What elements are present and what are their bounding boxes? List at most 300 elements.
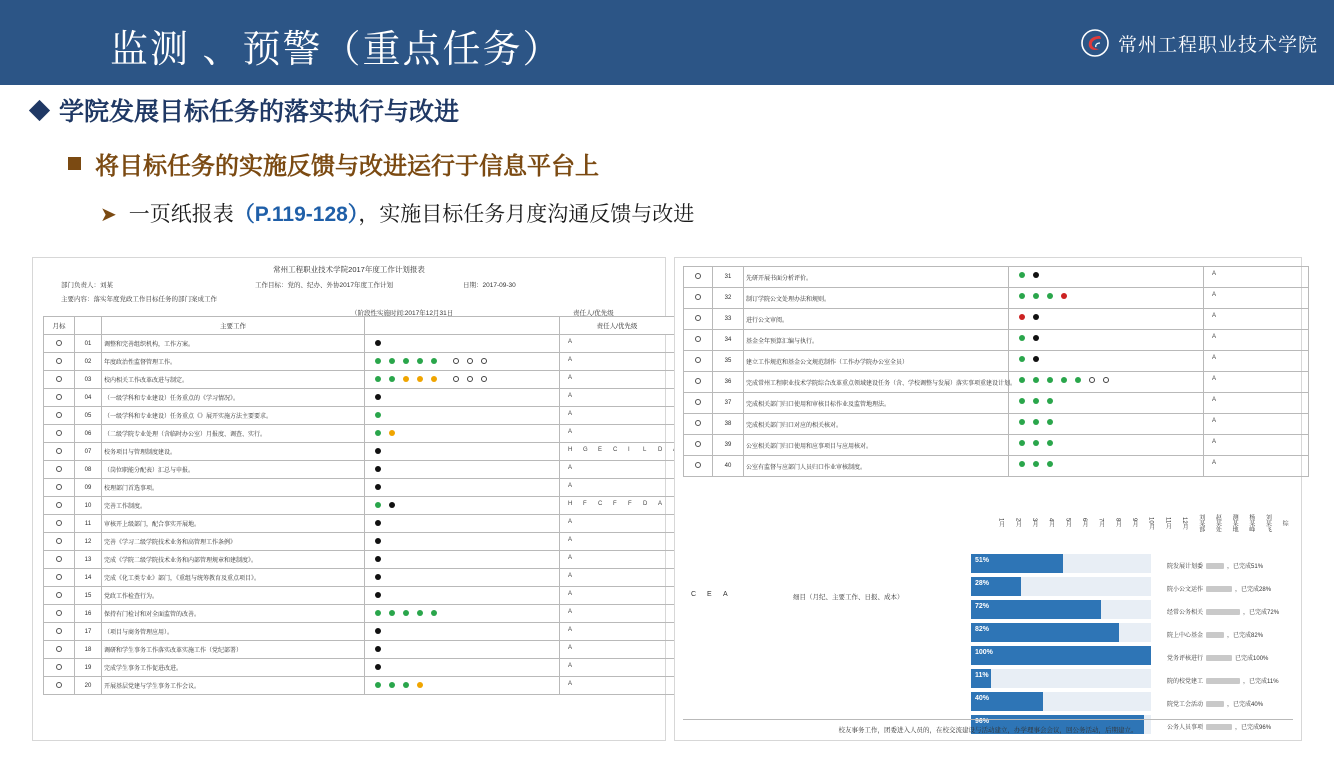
month-header-cell: 8月 <box>1114 518 1121 528</box>
left-meta-responsible: 责任人/优先级 <box>573 310 614 317</box>
owner-mark: E <box>598 447 603 453</box>
table-row <box>684 372 1309 393</box>
owner-mark: A <box>568 537 573 543</box>
month-header-row <box>987 500 1287 546</box>
owner-marks <box>562 425 672 442</box>
owner-mark: A <box>568 609 573 615</box>
circle-icon <box>695 273 701 279</box>
status-dot <box>1019 461 1025 467</box>
goal-ring-cell <box>44 443 75 461</box>
goal-ring-cell <box>44 533 75 551</box>
month-header-cell: 测某地 <box>1231 514 1238 532</box>
owner-mark: A <box>1212 439 1217 445</box>
owner-cell <box>560 551 675 569</box>
goal-ring-cell <box>684 414 713 435</box>
owner-cell <box>560 479 675 497</box>
month-header-cell: 赵某处 <box>1214 514 1221 532</box>
owner-marks <box>562 623 672 640</box>
status-dot <box>375 538 381 544</box>
status-dot <box>1033 335 1039 341</box>
circle-icon <box>56 466 62 472</box>
owner-cell <box>560 497 675 515</box>
owner-mark: A <box>568 465 573 471</box>
progress-dots <box>367 353 557 370</box>
month-header-cell: 刘某飞 <box>1264 514 1271 532</box>
task-text: 完成常州工程职业技术学院综合改革重点领域建设任务（含、学校调整与发展）落实事项重建设计划。 <box>744 372 1009 393</box>
task-text: 完成学生事务工作促进改进。 <box>102 659 365 677</box>
progress-bar <box>971 600 1151 619</box>
goal-ring-cell <box>44 659 75 677</box>
owner-cell <box>1204 456 1309 477</box>
status-dot <box>1019 398 1025 404</box>
goal-ring-cell <box>44 641 75 659</box>
table-row <box>684 393 1309 414</box>
progress-bar-fill <box>971 623 1119 642</box>
status-dot <box>1033 356 1039 362</box>
row-index: 31 <box>713 267 744 288</box>
progress-dots <box>1011 288 1201 308</box>
task-text: 完善《学习二级学院技术业务和高管理工作条例》 <box>102 533 365 551</box>
task-text: 公室相关部门归口使用和应事项目与应用核对。 <box>744 435 1009 456</box>
table-row <box>44 389 675 407</box>
goal-ring-cell <box>44 461 75 479</box>
status-dot <box>1103 377 1109 383</box>
status-dot <box>1019 314 1025 320</box>
progress-bar-fill <box>971 646 1151 665</box>
summary-code-label: C <box>691 591 697 598</box>
progress-cell <box>365 407 560 425</box>
task-text: 基金全年预算汇编与执行。 <box>744 330 1009 351</box>
owner-mark: C <box>613 447 618 453</box>
progress-cell <box>365 659 560 677</box>
legend-text: 经常公务相关 <box>1167 610 1204 616</box>
status-dot <box>417 610 423 616</box>
left-meta-owner: 部门负责人：刘某 <box>61 282 113 289</box>
progress-bar <box>971 623 1151 642</box>
owner-cell <box>560 515 675 533</box>
owner-marks <box>562 479 672 496</box>
goal-ring-cell <box>684 456 713 477</box>
progress-cell <box>1009 309 1204 330</box>
progress-cell <box>365 497 560 515</box>
month-header-cell: 综 <box>1281 520 1288 526</box>
status-dot <box>1089 377 1095 383</box>
legend-text: 院小公文运作 <box>1167 587 1204 593</box>
progress-legend-group <box>1167 554 1299 738</box>
circle-icon <box>56 430 62 436</box>
owner-mark: D <box>643 501 648 507</box>
progress-dots <box>367 335 557 352</box>
legend-text: 公务人员事项 <box>1167 725 1204 731</box>
progress-bar <box>971 692 1151 711</box>
owner-mark: C <box>598 501 603 507</box>
table-row <box>684 414 1309 435</box>
status-dot <box>1061 377 1067 383</box>
progress-cell <box>365 569 560 587</box>
redacted-text <box>1206 632 1224 638</box>
month-header-cell: 10月 <box>1147 516 1154 530</box>
redacted-text <box>1206 678 1240 684</box>
task-text: 公室有监督与应部门人员归口作业审核制度。 <box>744 456 1009 477</box>
legend-value: 已完成100% <box>1235 656 1269 662</box>
task-text: （岗位职能分配表）汇总与申报。 <box>102 461 365 479</box>
status-dot <box>389 682 395 688</box>
progress-dots <box>1011 393 1201 413</box>
row-index: 14 <box>75 569 102 587</box>
owner-marks <box>1206 435 1306 455</box>
row-index: 06 <box>75 425 102 443</box>
row-index: 04 <box>75 389 102 407</box>
table-row <box>44 515 675 533</box>
status-dot <box>1033 440 1039 446</box>
owner-marks <box>1206 330 1306 350</box>
status-dot <box>431 376 437 382</box>
row-index: 36 <box>713 372 744 393</box>
progress-dots <box>367 533 557 550</box>
table-row <box>44 659 675 677</box>
circle-icon <box>56 628 62 634</box>
progress-cell <box>365 623 560 641</box>
progress-cell <box>365 371 560 389</box>
progress-dots <box>1011 351 1201 371</box>
owner-marks <box>562 605 672 622</box>
owner-marks <box>562 461 672 478</box>
status-dot <box>1019 272 1025 278</box>
circle-icon <box>695 399 701 405</box>
progress-bar-label: 96% <box>975 718 990 725</box>
status-dot <box>375 466 381 472</box>
goal-ring-cell <box>44 515 75 533</box>
status-dot <box>1033 461 1039 467</box>
status-dot <box>375 448 381 454</box>
owner-mark: H <box>568 447 573 453</box>
status-dot <box>1047 461 1053 467</box>
progress-cell <box>365 551 560 569</box>
circle-icon <box>56 556 62 562</box>
status-dot <box>417 682 423 688</box>
list-item <box>1167 600 1299 623</box>
task-text: 进行公文审阅。 <box>744 309 1009 330</box>
progress-dots <box>367 461 557 478</box>
owner-marks <box>562 371 672 388</box>
status-dot <box>1019 419 1025 425</box>
list-item <box>1167 554 1299 577</box>
table-row <box>44 569 675 587</box>
owner-cell <box>560 389 675 407</box>
list-item <box>1167 577 1299 600</box>
table-row <box>684 309 1309 330</box>
owner-mark: A <box>568 681 573 687</box>
table-row <box>44 497 675 515</box>
progress-bar-label: 40% <box>975 695 990 702</box>
bullet-level3 <box>100 198 694 228</box>
status-dot <box>1047 419 1053 425</box>
status-dot <box>403 376 409 382</box>
status-dot <box>375 610 381 616</box>
task-text: 校内相关工作改革改进与制定。 <box>102 371 365 389</box>
owner-cell <box>560 659 675 677</box>
task-text: 校务项目与管理制度建设。 <box>102 443 365 461</box>
status-dot <box>375 664 381 670</box>
goal-ring-cell <box>44 551 75 569</box>
owner-cell <box>560 371 675 389</box>
month-header-cell: 5月 <box>1064 518 1071 528</box>
owner-mark: I <box>628 447 630 453</box>
row-index: 10 <box>75 497 102 515</box>
circle-icon <box>695 420 701 426</box>
table-row <box>44 335 675 353</box>
goal-ring-cell <box>44 479 75 497</box>
owner-cell <box>560 569 675 587</box>
left-report-image <box>32 257 666 741</box>
task-text: 先研开展书面分析评价。 <box>744 267 1009 288</box>
progress-cell <box>365 389 560 407</box>
table-row <box>44 479 675 497</box>
table-row <box>44 641 675 659</box>
progress-dots <box>367 389 557 406</box>
status-dot <box>375 412 381 418</box>
status-dot <box>431 358 437 364</box>
goal-ring-cell <box>684 309 713 330</box>
status-dot <box>375 430 381 436</box>
col-goal: 月标 <box>44 317 75 335</box>
month-header-cell: 6月 <box>1081 518 1088 528</box>
arrow-bullet-icon: ➤ <box>100 204 117 226</box>
progress-dots <box>367 677 557 694</box>
progress-cell <box>365 587 560 605</box>
owner-cell <box>1204 330 1309 351</box>
task-text: 建立工作规范和基金公文规范制作（工作办学院办公室全员） <box>744 351 1009 372</box>
owner-cell <box>560 605 675 623</box>
circle-icon <box>56 484 62 490</box>
circle-icon <box>56 538 62 544</box>
left-meta-phase: （阶段性实施时间:2017年12月31日 <box>351 310 454 317</box>
progress-cell <box>365 443 560 461</box>
list-item <box>1167 646 1299 669</box>
month-header-cell: 3月 <box>1031 518 1038 528</box>
legend-text: 院上中心基金 <box>1167 633 1204 639</box>
owner-mark: A <box>568 645 573 651</box>
progress-cell <box>365 425 560 443</box>
redacted-text <box>1206 701 1224 707</box>
progress-dots <box>367 425 557 442</box>
progress-bar-group <box>971 554 1151 738</box>
owner-marks <box>1206 309 1306 329</box>
task-text: 年度政治性监督管理工作。 <box>102 353 365 371</box>
status-dot <box>1033 314 1039 320</box>
status-dot <box>1033 377 1039 383</box>
goal-ring-cell <box>44 407 75 425</box>
task-text: 制订学院公文处理办法和规则。 <box>744 288 1009 309</box>
circle-icon <box>695 336 701 342</box>
row-index: 39 <box>713 435 744 456</box>
goal-ring-cell <box>684 372 713 393</box>
circle-icon <box>695 357 701 363</box>
progress-dots <box>1011 330 1201 350</box>
summary-row-label: 细目（月纪、主要工作、日报、成本） <box>793 594 904 601</box>
status-dot <box>481 358 487 364</box>
status-dot <box>375 556 381 562</box>
row-index: 12 <box>75 533 102 551</box>
progress-dots <box>367 551 557 568</box>
row-index: 34 <box>713 330 744 351</box>
owner-marks <box>1206 288 1306 308</box>
progress-cell <box>1009 351 1204 372</box>
status-dot <box>1033 398 1039 404</box>
table-row <box>44 533 675 551</box>
status-dot <box>1019 335 1025 341</box>
circle-icon <box>56 502 62 508</box>
owner-cell <box>560 587 675 605</box>
progress-cell <box>1009 435 1204 456</box>
status-dot <box>375 358 381 364</box>
goal-ring-cell <box>684 288 713 309</box>
goal-ring-cell <box>44 587 75 605</box>
progress-bar-label: 51% <box>975 557 990 564</box>
progress-cell <box>365 335 560 353</box>
circle-icon <box>56 448 62 454</box>
owner-mark: A <box>1212 271 1217 277</box>
circle-icon <box>56 412 62 418</box>
row-index: 03 <box>75 371 102 389</box>
status-dot <box>403 358 409 364</box>
owner-marks <box>562 641 672 658</box>
circle-icon <box>56 592 62 598</box>
redacted-text <box>1206 655 1232 661</box>
row-index: 01 <box>75 335 102 353</box>
owner-mark: F <box>583 501 587 507</box>
circle-icon <box>56 376 62 382</box>
owner-mark: A <box>568 393 573 399</box>
status-dot <box>417 358 423 364</box>
owner-marks <box>562 515 672 532</box>
diamond-bullet-icon <box>29 99 50 120</box>
owner-cell <box>1204 414 1309 435</box>
owner-mark: A <box>1212 292 1217 298</box>
progress-dots <box>367 569 557 586</box>
goal-ring-cell <box>684 351 713 372</box>
owner-cell <box>1204 309 1309 330</box>
status-dot <box>1019 377 1025 383</box>
owner-marks <box>562 533 672 550</box>
circle-icon <box>56 574 62 580</box>
goal-ring-cell <box>684 393 713 414</box>
goal-ring-cell <box>684 267 713 288</box>
owner-cell <box>1204 435 1309 456</box>
owner-mark: A <box>1212 334 1217 340</box>
table-row <box>44 551 675 569</box>
legend-text: 党务评核进行 <box>1167 656 1204 662</box>
table-row <box>684 288 1309 309</box>
owner-cell <box>1204 288 1309 309</box>
status-dot <box>375 592 381 598</box>
progress-cell <box>365 461 560 479</box>
progress-bar-label: 28% <box>975 580 990 587</box>
circle-icon <box>56 664 62 670</box>
goal-ring-cell <box>44 389 75 407</box>
circle-icon <box>695 378 701 384</box>
owner-marks <box>562 551 672 568</box>
owner-mark: A <box>568 429 573 435</box>
status-dot <box>375 484 381 490</box>
progress-bar-label: 100% <box>975 649 993 656</box>
owner-mark: A <box>568 375 573 381</box>
status-dot <box>1019 440 1025 446</box>
left-meta-content: 主要内容：落实年度党政工作目标任务的部门案成工作 <box>61 296 217 303</box>
owner-cell <box>560 533 675 551</box>
goal-ring-cell <box>684 330 713 351</box>
status-dot <box>389 358 395 364</box>
owner-mark: A <box>568 411 573 417</box>
owner-mark: A <box>568 339 573 345</box>
progress-cell <box>365 515 560 533</box>
owner-mark: A <box>1212 397 1217 403</box>
owner-mark: A <box>1212 355 1217 361</box>
month-header-cell: 12月 <box>1181 516 1188 530</box>
legend-text: 院发展计划委 <box>1167 564 1204 570</box>
task-text: （一级学科和专业建设）任务重点的《学习情况》。 <box>102 389 365 407</box>
goal-ring-cell <box>44 353 75 371</box>
progress-dots <box>367 407 557 424</box>
status-dot <box>1047 293 1053 299</box>
progress-dots <box>367 497 557 514</box>
owner-mark: D <box>658 447 663 453</box>
legend-text: 院的校党建工 <box>1167 679 1204 685</box>
owner-marks <box>562 407 672 424</box>
task-text: 调研和学生事务工作落实改革实施工作（党纪部署） <box>102 641 365 659</box>
owner-mark: A <box>568 627 573 633</box>
owner-mark: A <box>1212 418 1217 424</box>
progress-cell <box>365 641 560 659</box>
col-owner: 责任人/优先级 <box>560 317 675 335</box>
progress-dots <box>367 587 557 604</box>
progress-bar-label: 11% <box>975 672 989 679</box>
status-dot <box>1033 272 1039 278</box>
progress-dots <box>367 443 557 460</box>
owner-mark: A <box>568 555 573 561</box>
owner-mark: A <box>1212 313 1217 319</box>
owner-marks <box>562 389 672 406</box>
owner-mark: A <box>568 483 573 489</box>
owner-cell <box>1204 267 1309 288</box>
summary-code-label: A <box>723 591 728 598</box>
status-dot <box>1033 419 1039 425</box>
owner-mark: A <box>568 663 573 669</box>
row-index: 32 <box>713 288 744 309</box>
left-meta-date: 日期：2017-09-30 <box>463 282 516 289</box>
progress-cell <box>1009 330 1204 351</box>
owner-marks <box>1206 414 1306 434</box>
square-bullet-icon <box>68 157 81 170</box>
progress-bar <box>971 646 1151 665</box>
status-dot <box>467 376 473 382</box>
institution-logo <box>1080 28 1318 58</box>
table-row <box>44 461 675 479</box>
page-title: 监测 、预警（重点任务） <box>110 29 563 71</box>
legend-value: ，已完成28% <box>1235 587 1272 593</box>
task-text: （项目与商务管理应用）。 <box>102 623 365 641</box>
month-header-cell: 刘某部 <box>1197 514 1204 532</box>
table-row <box>684 267 1309 288</box>
owner-mark: A <box>1212 376 1217 382</box>
circle-icon <box>695 441 701 447</box>
goal-ring-cell <box>44 497 75 515</box>
task-text: 党政工作检查行为。 <box>102 587 365 605</box>
row-index: 37 <box>713 393 744 414</box>
task-text: （二级学院专业处理（含临时办公室）月报度、调查、实行。 <box>102 425 365 443</box>
progress-cell <box>365 353 560 371</box>
status-dot <box>431 610 437 616</box>
